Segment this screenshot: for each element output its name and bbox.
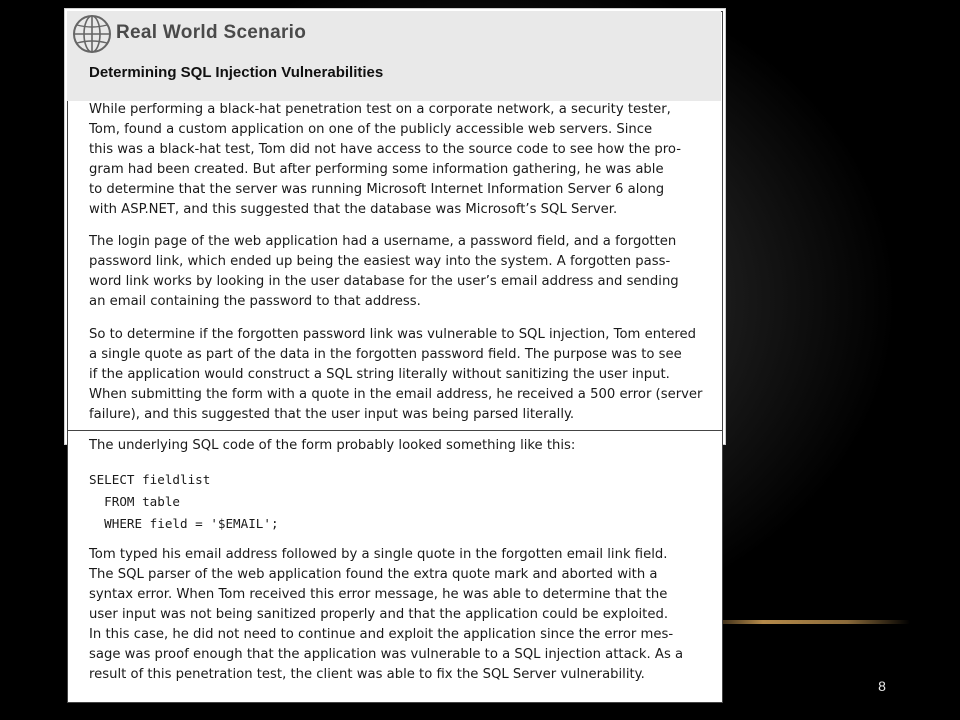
paragraph-4 (89, 436, 709, 456)
text-line: a single quote as part of the data in the forgotten password field. The purpose was to see (89, 347, 682, 362)
code-line: SELECT fieldlist (89, 472, 211, 487)
text-line: syntax error. When Tom received this error message, he was able to determine that the (89, 587, 668, 602)
paragraph-3 (89, 325, 709, 425)
text-line: to determine that the server was running Microsoft Internet Information Server 6 along (89, 182, 665, 197)
text-line: Tom, found a custom application on one of the publicly accessible web servers. Since (89, 122, 653, 137)
sql-code-block (89, 469, 279, 535)
text-line: if the application would construct a SQL string literally without sanitizing the user input. (89, 367, 670, 382)
text-line: word link works by looking in the user database for the user’s email address and sending (89, 274, 679, 289)
text-line: this was a black-hat test, Tom did not have access to the source code to see how the pro- (89, 142, 681, 157)
text-line: The underlying SQL code of the form probably looked something like this: (89, 438, 576, 453)
text-line: failure), and this suggested that the user input was being parsed literally. (89, 407, 575, 422)
globe-icon (72, 14, 112, 54)
text-line: an email containing the password to that address. (89, 294, 421, 309)
paragraph-2 (89, 232, 709, 312)
text-line: with ASP.NET, and this suggested that the database was Microsoft’s SQL Server. (89, 202, 618, 217)
text-line: password link, which ended up being the easiest way into the system. A forgotten pass- (89, 254, 671, 269)
text-line: So to determine if the forgotten password link was vulnerable to SQL injection, Tom entered (89, 327, 696, 342)
text-line: sage was proof enough that the application was vulnerable to a SQL injection attack. As a (89, 647, 684, 662)
text-line: gram had been created. But after performing some information gathering, he was able (89, 162, 664, 177)
banner-title: Real World Scenario (116, 22, 307, 43)
text-line: result of this penetration test, the client was able to fix the SQL Server vulnerability. (89, 667, 645, 682)
text-line: When submitting the form with a quote in the email address, he received a 500 error (server (89, 387, 703, 402)
text-line: Tom typed his email address followed by a single quote in the forgotten email link field. (89, 547, 668, 562)
box-title: Determining SQL Injection Vulnerabilities (89, 64, 384, 81)
code-line: WHERE field = '$EMAIL'; (89, 516, 279, 531)
text-line: While performing a black-hat penetration test on a corporate network, a security tester, (89, 102, 671, 117)
paragraph-1 (89, 100, 709, 220)
text-line: user input was not being sanitized properly and that the application could be exploited. (89, 607, 669, 622)
text-line: The login page of the web application had a username, a password field, and a forgotten (89, 234, 677, 249)
paragraph-5 (89, 545, 709, 685)
code-line: FROM table (89, 494, 180, 509)
accent-line (700, 620, 910, 624)
text-line: In this case, he did not need to continue and exploit the application since the error mes- (89, 627, 674, 642)
text-line: The SQL parser of the web application found the extra quote mark and aborted with a (89, 567, 658, 582)
slide-number: 8 (878, 678, 886, 694)
